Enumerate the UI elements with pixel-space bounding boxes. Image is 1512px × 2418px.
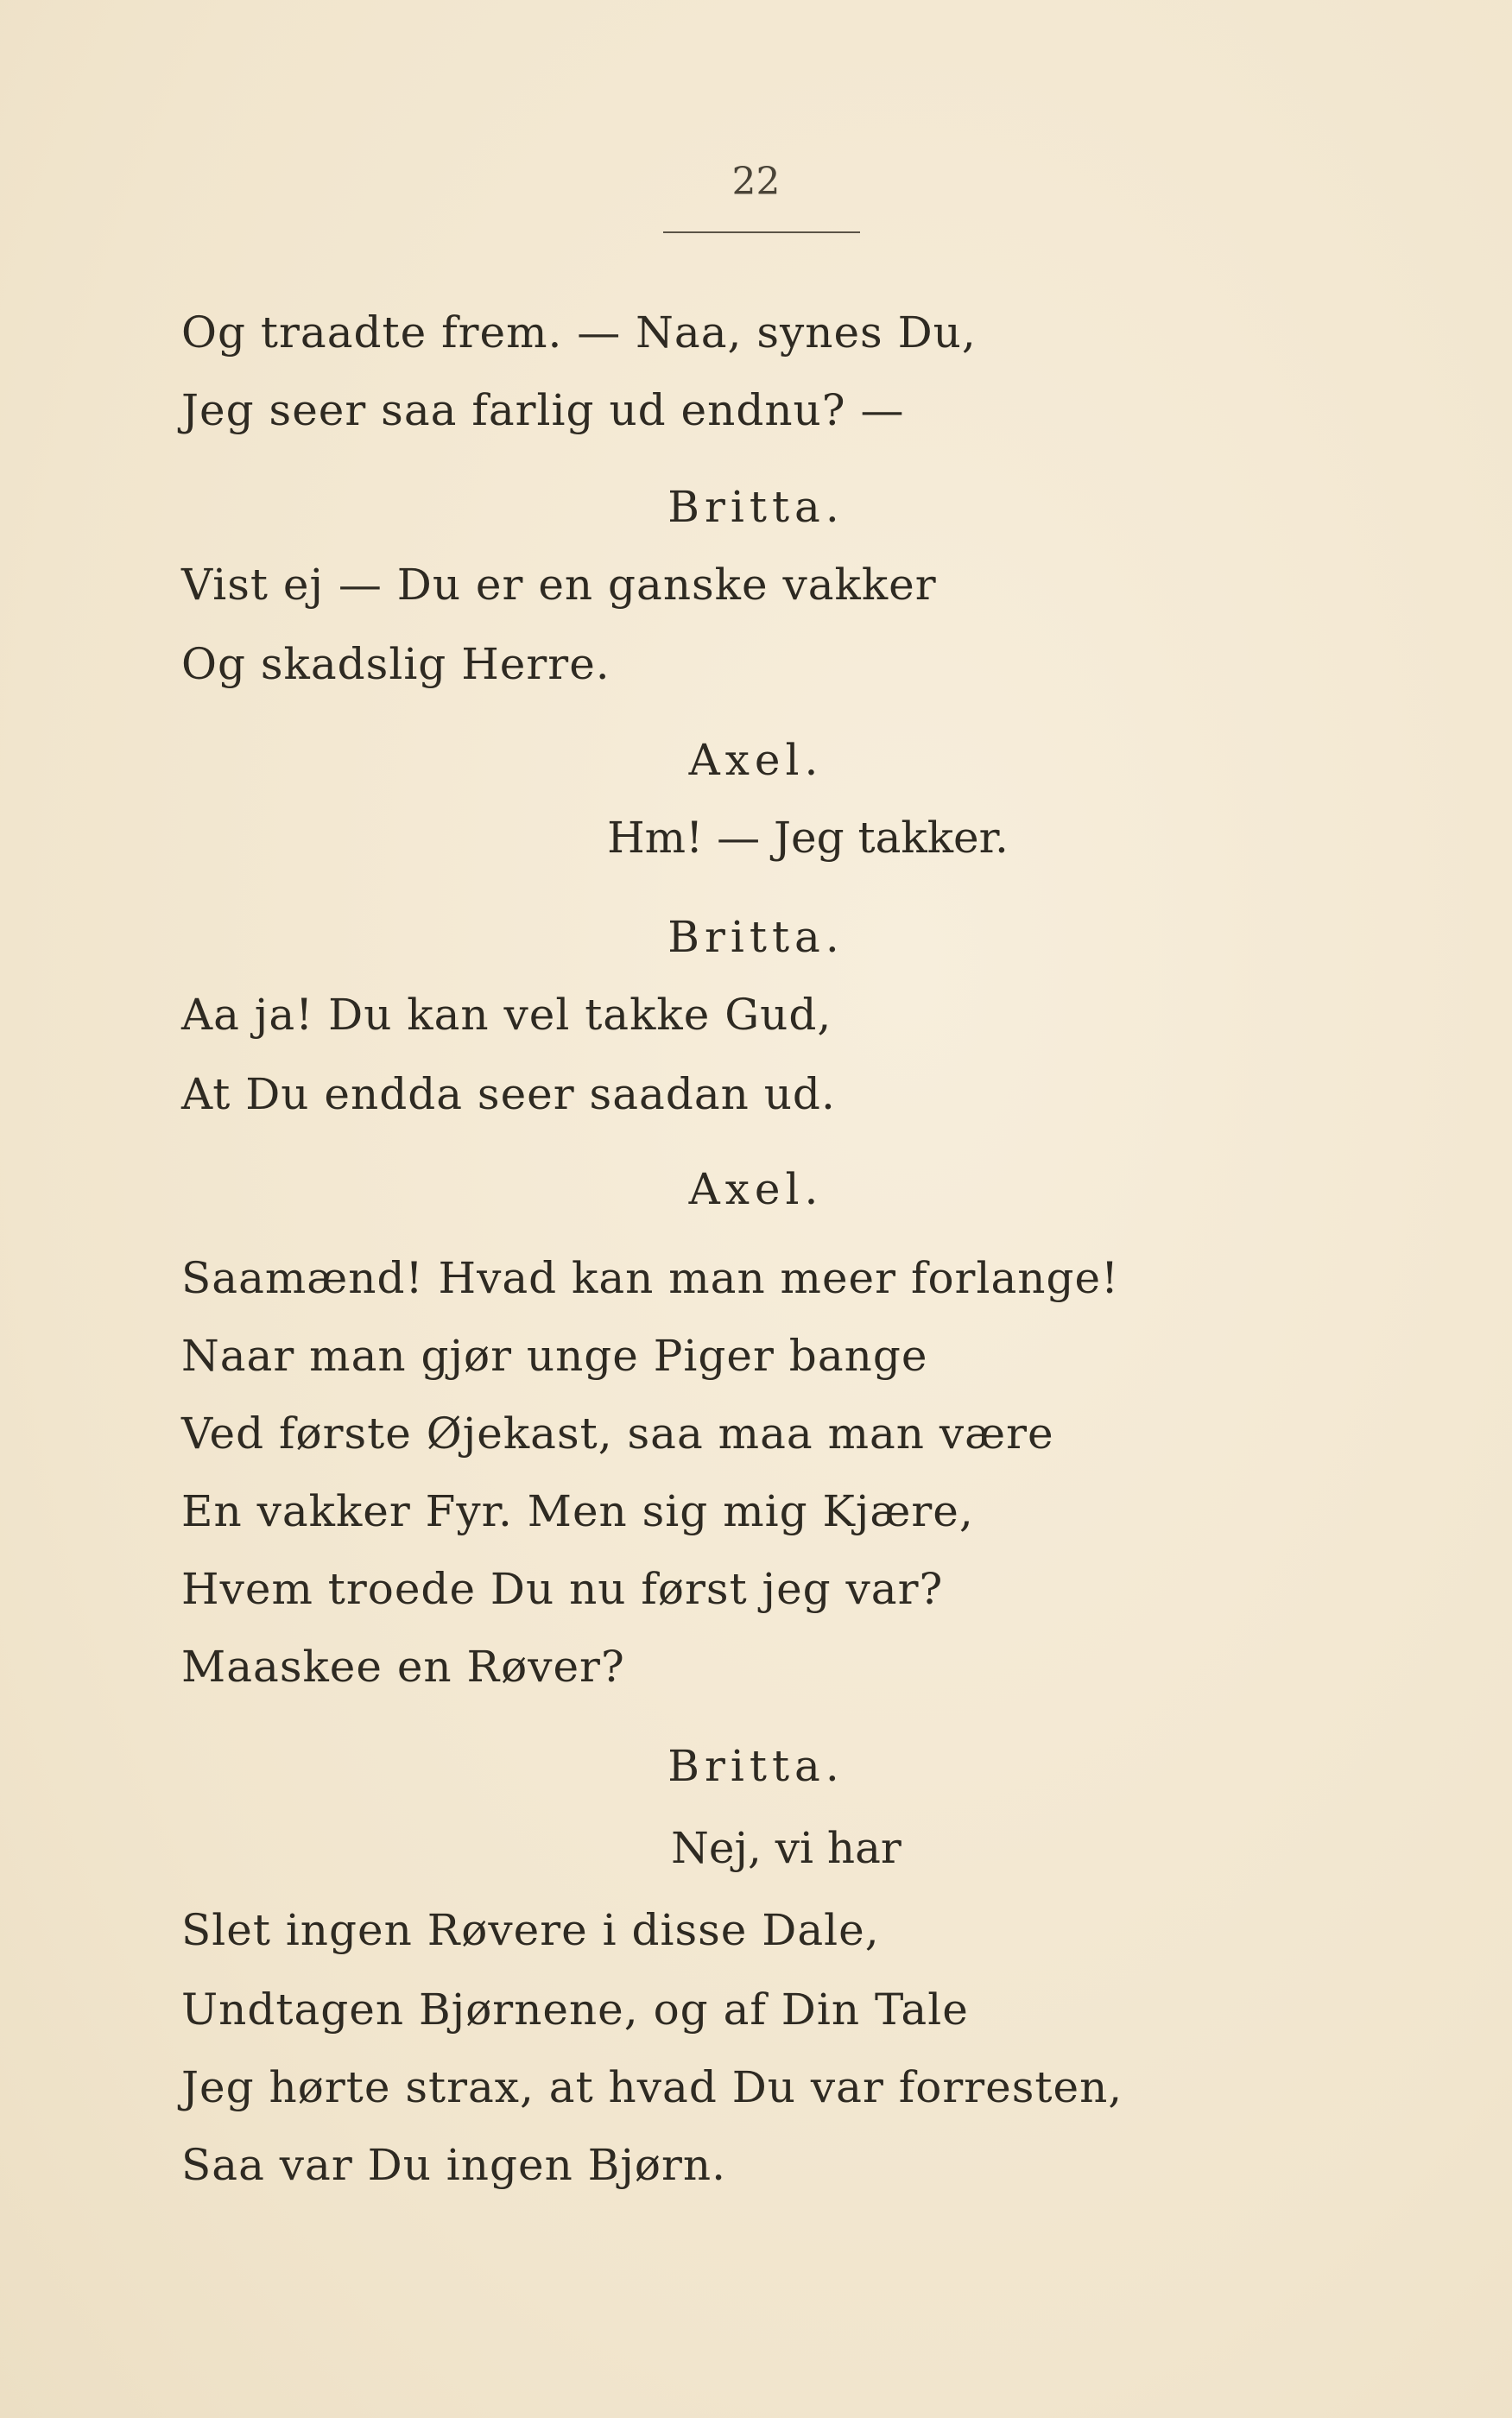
verse-line: At Du endda seer saadan ud. <box>181 1069 836 1119</box>
speaker-name: Axel. <box>688 1164 824 1214</box>
verse-line: Hvem troede Du nu først jeg var? <box>181 1564 944 1614</box>
verse-line: Og traadte frem. — Naa, synes Du, <box>181 307 977 358</box>
verse-line: Undtagen Bjørnene, og af Din Tale <box>181 1984 969 2035</box>
verse-line: Nej, vi har <box>671 1823 902 1873</box>
verse-line: Saa var Du ingen Bjørn. <box>181 2140 727 2190</box>
verse-line: Ved første Øjekast, saa maa man være <box>181 1408 1054 1459</box>
speaker-name: Britta. <box>667 912 845 962</box>
page-number: 22 <box>731 160 781 204</box>
header-rule <box>663 231 860 233</box>
verse-line: En vakker Fyr. Men sig mig Kjære, <box>181 1486 974 1536</box>
verse-line: Naar man gjør unge Piger bange <box>181 1331 928 1381</box>
verse-line: Og skadslig Herre. <box>181 639 610 689</box>
speaker-name: Axel. <box>688 735 824 785</box>
verse-line: Slet ingen Røvere i disse Dale, <box>181 1905 880 1955</box>
verse-line: Aa ja! Du kan vel takke Gud, <box>181 990 832 1040</box>
speaker-name: Britta. <box>667 1741 845 1791</box>
verse-line: Jeg seer saa farlig ud endnu? — <box>181 385 905 435</box>
verse-line: Jeg hørte strax, at hvad Du var forresten, <box>181 2062 1123 2112</box>
verse-line: Saamænd! Hvad kan man meer forlange! <box>181 1253 1120 1303</box>
verse-line: Vist ej — Du er en ganske vakker <box>181 560 937 610</box>
speaker-name: Britta. <box>667 482 845 532</box>
verse-line: Hm! — Jeg takker. <box>607 813 1009 863</box>
verse-line: Maaskee en Røver? <box>181 1642 625 1692</box>
